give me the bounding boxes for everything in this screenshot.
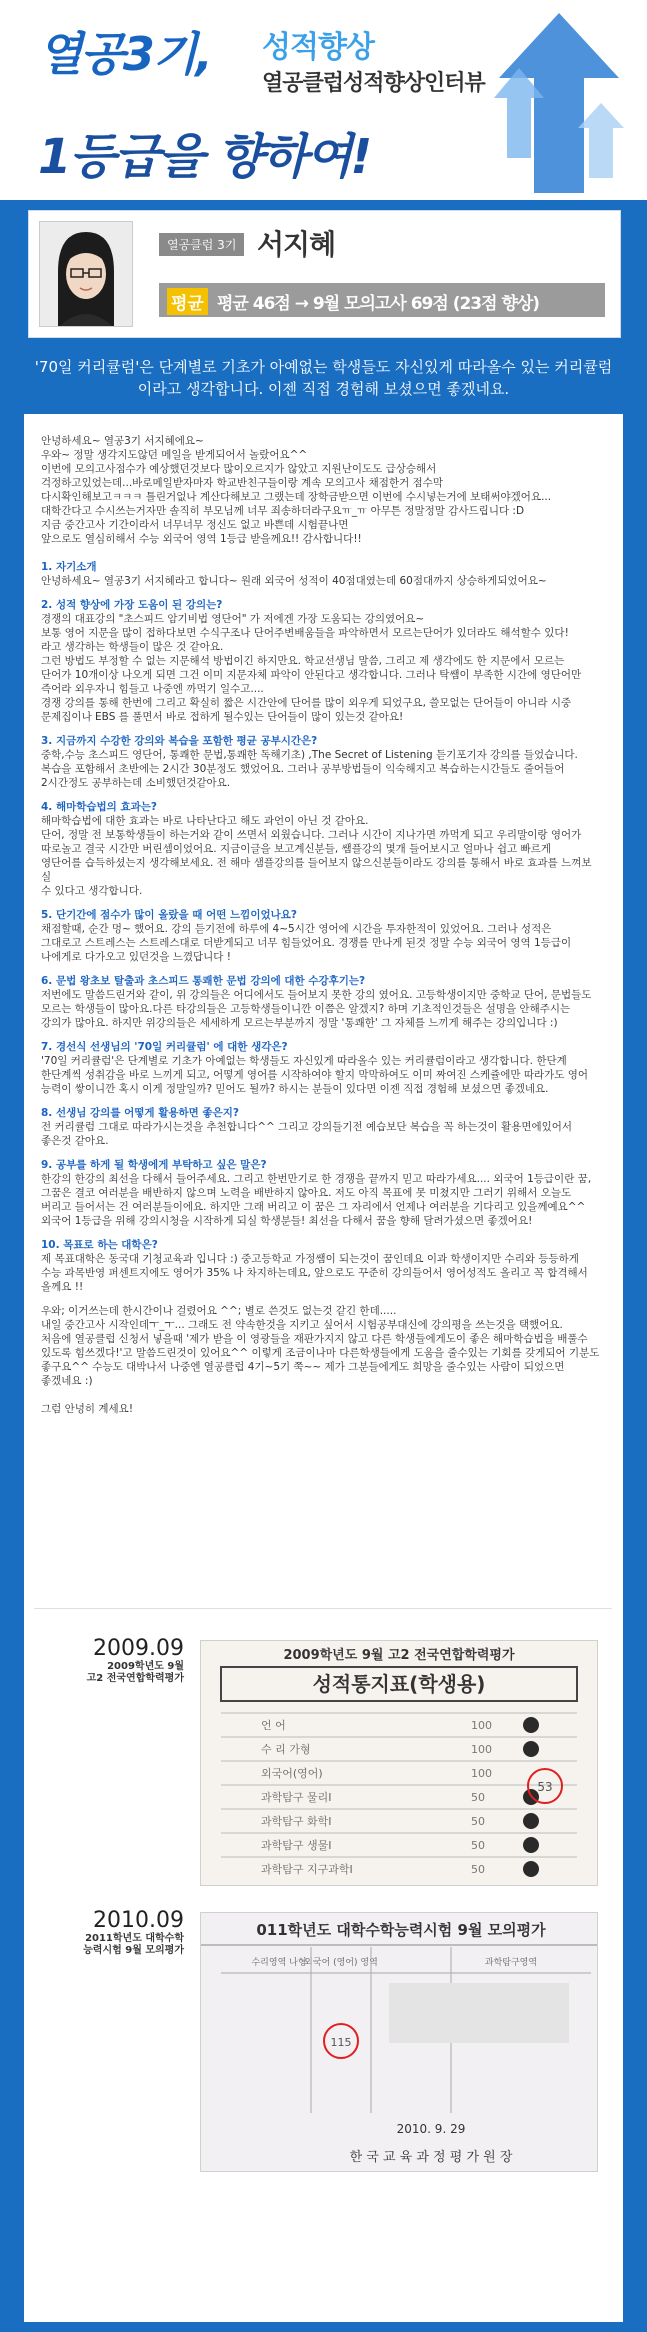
- report1-row-label: 과학탐구 물리I: [261, 1791, 332, 1804]
- report2-highlight: 115: [330, 2036, 352, 2049]
- header-title-line1: 열공3기,: [38, 27, 211, 81]
- student-photo: [39, 221, 133, 327]
- report2-col3: 과학탐구영역: [484, 1958, 538, 1968]
- report1-doc-title: 성적통지표(학생용): [312, 1672, 486, 1696]
- report2-col2: 외국어 (영어) 영역: [304, 1958, 378, 1968]
- report1-image: [200, 1640, 598, 1886]
- report1-highlight: 53: [537, 1780, 553, 1794]
- score-label-badge: 평균: [167, 288, 208, 315]
- interview-content: [41, 434, 601, 1430]
- intro-text: 안녕하세요~ 열공3기 서지혜에요~ 우와~ 정말 생각지도않던 메일을 받게되어서 놀랐어요^^ 이번에 모의고사점수가 예상했던것보다 많이오르지가 않았고 지원난이도도 급상승해서 걱정하고있었는데...바로메일받자마자 학교반친구들이랑 계속 모의고사 채점한거 점수막 다시확인해보고ㅋㅋㅋ 틀린거없나 계산다해보고 그랬는데 장학금받으면 이번에 수시넣는거에 보태써야겠어요... 대학간다고 수시쓰는거자만 솔직히 부모님께 너무 죄송하더라구요ㅠ_ㅠ 아무튼 정말정말 감사드립니다 :D 지금 중간고사 기간이라서 너무너무 정신도 없고 바쁜데 시험끝나면 앞으로도 열심히해서 수능 외국어 영역 1등급 받을께요!! 감사합니다!!: [41, 435, 552, 545]
- report2-desc2: 능력시험 9월 모의평가: [83, 1945, 184, 1956]
- report1-row-max: 100: [471, 1743, 492, 1756]
- profile-card: [28, 210, 621, 338]
- question: 10. 목표로 하는 대학은?: [41, 1239, 158, 1251]
- report1-row-max: 100: [471, 1719, 492, 1732]
- report1-row-label: 과학탐구 지구과학I: [261, 1863, 353, 1876]
- club-badge: 열공클럽 3기: [159, 233, 244, 256]
- report2-date: 2010. 9. 29: [396, 2122, 466, 2136]
- header-banner: [0, 0, 647, 200]
- header-title-line2: 성적향상: [262, 30, 374, 65]
- answer: 전 커리큘럼 그대로 따라가시는것을 추천합니다^^ 그리고 강의들기전 예습보단 복습을 꼭 하는것이 활용면에있어서 좋은것 같아요.: [41, 1121, 573, 1147]
- report1-row-max: 50: [471, 1791, 485, 1804]
- report2-year: 2010.09: [93, 1908, 184, 1933]
- question: 4. 해마학습법의 효과는?: [41, 801, 157, 813]
- question: 9. 공부를 하게 될 학생에게 부탁하고 싶은 말은?: [41, 1159, 267, 1171]
- report1-row-mask: [523, 1741, 539, 1757]
- header-title-line4: 1등급을 향하여!: [38, 129, 371, 185]
- answer: 경쟁의 대표강의 "초스피드 암기비법 영단어" 가 저에겐 가장 도움되는 강의였어요~ 보통 영어 지문을 많이 접하다보면 수식구조나 단어주변배움들을 파악하면서 모르는단어가 있더라도 해석할수 있다! 라고 생각하는 학생들이 많은 것 같아요. 그런 방법도 부정할 수 없는 지문해석 방법이긴 하지만요. 학교선생님 말씀, 그리고 제 생각에도 한 지문에서 모르는 단어가 10개이상 나오게 되면 그건 이미 지문자체 파악이 안된다고 생각합니다. 그러나 탁쌤이 부족한 시간에 영단어만 즉어라 외우자니 힘들고 나중엔 까먹기 일수고.... 경쟁 강의를 통해 한번에 그리고 확실히 짧은 시간안에 단어를 많이 외우게 되었구요, 쓸모없는 단어들이 아니라 시중 문제집이나 EBS 를 풀면서 바로 접하게 될수있는 단어들이 많이 있는것 같아요!: [41, 613, 582, 723]
- report1-desc1: 2009학년도 9월: [107, 1661, 184, 1672]
- qa-item: [41, 598, 601, 724]
- report1-row-max: 50: [471, 1863, 485, 1876]
- report2-image: [200, 1912, 598, 2172]
- qa-item: [41, 1238, 601, 1294]
- question: 2. 성적 향상에 가장 도움이 된 강의는?: [41, 599, 223, 611]
- report1-row-max: 50: [471, 1839, 485, 1852]
- report2-issuer: 한 국 교 육 과 정 평 가 원 장: [349, 2150, 513, 2165]
- answer: 저번에도 말씀드린거와 같이, 위 강의들은 어디에서도 들어보지 못한 강의 였어요. 고등학생이지만 중학교 단어, 문법들도 모르는 학생들이 많아요.다른 타강의들은 고등학생들이니깐 이쯤은 알겠지? 하며 기초적인것들은 설명을 안해주시는 강의가 많아요. 하지만 위강의들은 세세하게 모르는부분까지 정말 '통쾌한' 그 자체를 느끼게 해주는 강의입니다 :): [41, 989, 592, 1029]
- report1-row-mask: [523, 1837, 539, 1853]
- report1-row-max: 100: [471, 1767, 492, 1780]
- report1-row-mask: [523, 1813, 539, 1829]
- report1-row-label: 수 리 가형: [261, 1743, 311, 1756]
- qa-item: [41, 1106, 601, 1148]
- question: 3. 지금까지 수강한 강의와 복습을 포함한 평균 공부시간은?: [41, 735, 318, 747]
- question: 8. 선생님 강의를 어떻게 활용하면 좋은지?: [41, 1107, 239, 1119]
- report1-desc2: 고2 전국연합학력평가: [86, 1673, 184, 1684]
- answer: 해마학습법에 대한 효과는 바로 나타난다고 해도 과언이 아닌 것 같아요. 단어, 정말 전 보통학생들이 하는거와 같이 쓰면서 외웠습니다. 그러나 시간이 지나가면 까먹게 되고 우리말이랑 영어가 따로놀고 결국 시간만 버린셈이었어요. 지금이글을 보고계신분들, 쌤플강의 몇개 들어보시고 얼마나 쉽고 빠르게 영단어를 습득하셨는지 생각해보세요. 전 해마 샘플강의를 들어보지 않으신분들이라도 강의를 통해서 바로 효과를 느껴보실 수 있다고 생각합니다.: [41, 815, 592, 897]
- report2-desc1: 2011학년도 대학수학: [85, 1933, 184, 1944]
- qa-item: [41, 1040, 601, 1096]
- report1-row-label: 언 어: [261, 1719, 286, 1732]
- report1-row-label: 외국어(영어): [261, 1767, 323, 1780]
- header-subtitle: 열공클럽성적향상인터뷰: [262, 71, 485, 96]
- report2-header: 011학년도 대학수학능력시험 9월 모의평가: [256, 1921, 546, 1939]
- report1-header: 2009학년도 9월 고2 전국연합학력평가: [283, 1648, 515, 1663]
- question: 6. 문법 왕초보 탈출과 초스피드 통쾌한 문법 강의에 대한 수강후기는?: [41, 975, 366, 987]
- report2-col1: 수리영역 나형: [251, 1958, 307, 1968]
- answer: 안녕하세요~ 열공3기 서지혜라고 합니다~ 원래 외국어 성적이 40점대였는데 60점대까지 상승하게되었어요~: [41, 575, 547, 587]
- answer: 한강의 한강의 최선을 다해서 들어주세요. 그리고 한번만기로 한 경쟁을 끝까지 믿고 따라가세요.... 외국어 1등급이란 꿈, 그꿈은 결코 여러분을 배반하지 않으며 노력을 배반하지 않아요. 저도 아직 목표에 못 미쳤지만 그러기 위해서 오늘도 버리고 들어서는 건 여러분들이에요. 하지만 그래 버리고 이 꿈은 그 자리에서 언제나 여러분을 기다리고 있을께예요^^ 외국어 1등급을 위해 강의시청을 시작하게 되실 학생분들! 최선을 다해서 꿈을 향해 달려가셨으면 좋겠어요!: [41, 1173, 592, 1227]
- qa-item: [41, 800, 601, 898]
- qa-item: [41, 908, 601, 964]
- question: 1. 자기소개: [41, 561, 97, 573]
- question: 7. 경선식 선생님의 '70일 커리큘럼' 에 대한 생각은?: [41, 1041, 288, 1053]
- up-arrows-icon: [489, 8, 629, 198]
- answer: 제 목표대학은 동국대 기청교육과 입니다 :) 중고등학교 가정쌤이 되는것이 꿈인데요 이과 학생이지만 수리와 등등하게 수능 과목반영 퍼센트지에도 영어가 35% 나 차지하는데요, 앞으로도 꾸준히 강의들어서 영어성적도 올리고 꼭 합격해서 올께요 !!: [41, 1253, 588, 1293]
- answer: 채점할때, 순간 멍~ 했어요. 강의 듣기전에 하루에 4~5시간 영어에 시간을 투자한적이 있었어요. 그러나 성적은 그대로고 스트레스는 스트레스대로 더받게되고 너무 힘들었어요. 경쟁를 만나게 된것 정말 수능 외국어 영역 1등급이 나에게로 다가오고 있던것을 느꼈답니다 !: [41, 923, 572, 963]
- qa-item: [41, 974, 601, 1030]
- interview-panel: [24, 414, 623, 2322]
- divider: [34, 1608, 612, 1609]
- answer: 중학,수능 초스피드 영단어, 통쾌한 문법,통쾌한 독해기초) ,The Secret of Listening 듣기포기자 강의를 들었습니다. 복습을 포함해서 초반에는 2시간 30분정도 했었어요. 그러나 공부방법들이 익숙해지고 복습하는시간들도 줄어들어 2시간정도 공부하는데 소비했던것같아요.: [41, 749, 578, 789]
- report1-row-mask: [523, 1717, 539, 1733]
- report2-label: [74, 1908, 184, 1957]
- pull-quote: '70일 커리큘럼'은 단계별로 기초가 아예없는 학생들도 자신있게 따라올수 있는 커리큘럼이라고 생각합니다. 이젠 직접 경험해 보셨으면 좋겠네요.: [34, 358, 613, 398]
- report1-year: 2009.09: [93, 1636, 184, 1661]
- score-bar: [159, 283, 605, 317]
- qa-item: [41, 734, 601, 790]
- report1-row-mask: [523, 1861, 539, 1877]
- question: 5. 단기간에 점수가 많이 올랐을 때 어떤 느낌이었나요?: [41, 909, 297, 921]
- answer: '70일 커리큘럼'은 단계별로 기초가 아예없는 학생들도 자신있게 따라올수 있는 커리큘럼이라고 생각합니다. 한단계 한단계씩 성취감을 바로 느끼게 되고, 어떻게 영어를 시작하여야 할지 막막하여도 이미 짜여진 스케쥴에만 따라가도 영어 능력이 쌓이니깐 혹시 이게 정말일까? 믿어도 될까? 하시는 분들이 있다면 이젠 직접 경험해 보셨으면 좋겠네요.: [41, 1055, 589, 1095]
- student-name: 서지혜: [257, 228, 336, 261]
- report1-label: [74, 1636, 184, 1685]
- report1-row-max: 50: [471, 1815, 485, 1828]
- report1-row-label: 과학탐구 생물I: [261, 1839, 332, 1852]
- closing-text: 우와; 이거쓰는데 한시간이나 걸렸어요 ^^; 별로 쓴것도 없는것 같긴 한데..... 내일 중간고사 시작인데ㅜ_ㅜ... 그래도 전 약속한것을 지키고 싶어서 시험공부대신에 강의평을 쓰는것을 택했어요. 처음에 열공클럽 신청서 넣을때 '제가 받을 이 영광들을 재판가지지 않고 다른 학생들에게도이 좋은 해마학습법을 배풀수 있도록 힘쓰겠다!'고 말씀드린것이 있어요^^ 이렇게 조금이나마 다른학생들에게 도움을 줄수있는 기회를 갖게되어 기분도 좋구요^^ 수능도 대박나서 나중엔 열공클럽 4기~5기 쭉~~ 제가 그분들에게도 희망을 줄수있는 사람이 되었으면 좋겠네요 :) 그럼 안녕히 계세요!: [41, 1305, 600, 1415]
- qa-item: [41, 560, 601, 588]
- report1-row-label: 과학탐구 화학I: [261, 1815, 332, 1828]
- score-text: 평균 46점 → 9월 모의고사 69점 (23점 향상): [217, 294, 540, 314]
- qa-item: [41, 1158, 601, 1228]
